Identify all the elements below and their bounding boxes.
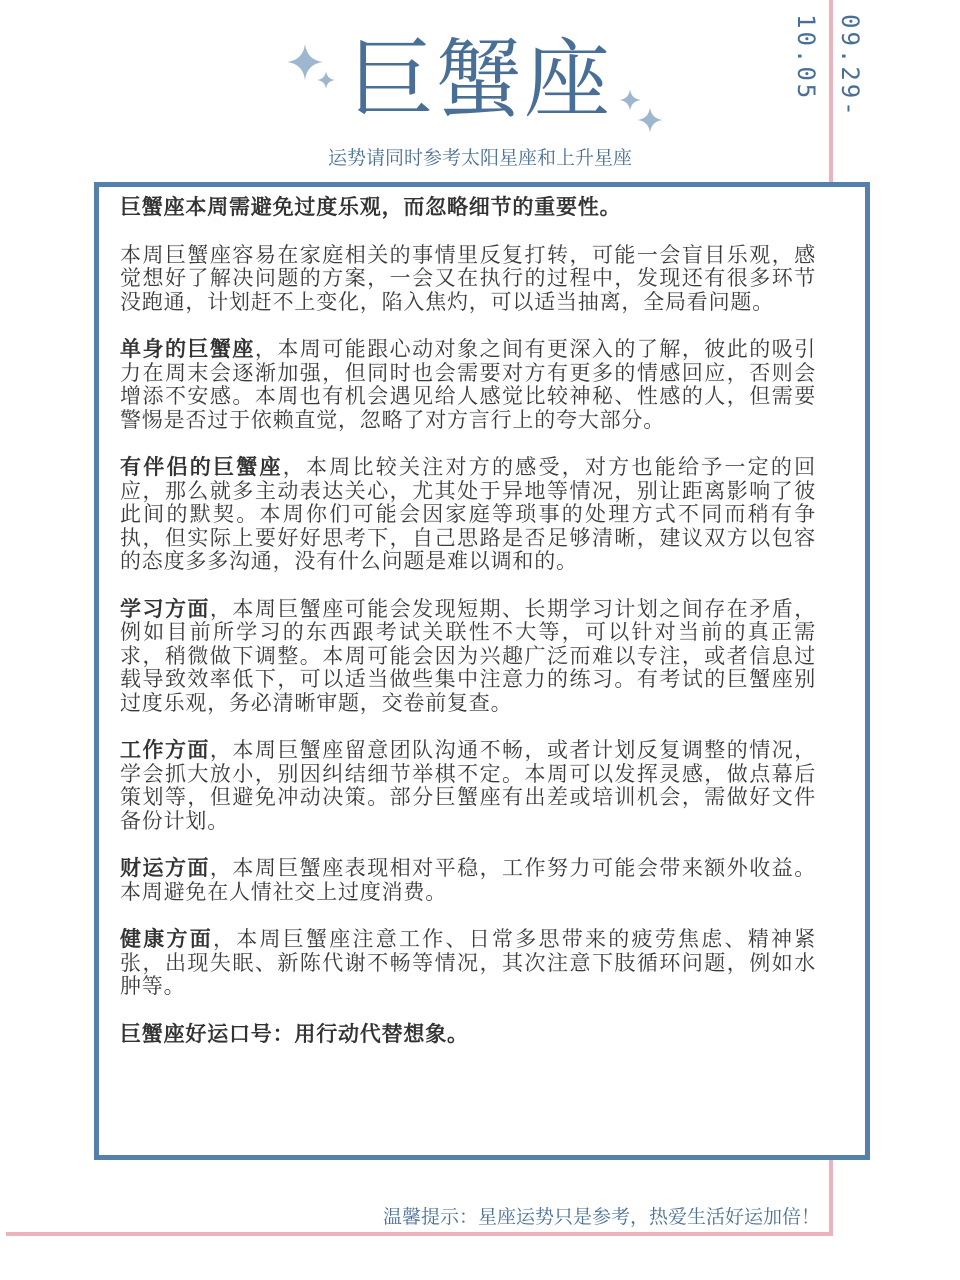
section-finance: 财运方面，本周巨蟹座表现相对平稳，工作努力可能会带来额外收益。本周避免在人情社交上过度消费。: [120, 856, 816, 904]
horoscope-text: [120, 196, 816, 1070]
section-single: 单身的巨蟹座，本周可能跟心动对象之间有更深入的了解，彼此的吸引力在周末会逐渐加强，但同时也会需要对方有更多的情感回应，否则会增添不安感。本周也有机会遇见给人感觉比较神秘、性感的人，但需要警惕是否过于依赖直觉，忽略了对方言行上的夸大部分。: [120, 337, 816, 432]
sparkle-star-icon: [316, 70, 336, 90]
section-work: 工作方面，本周巨蟹座留意团队沟通不畅，或者计划反复调整的情况，学会抓大放小，别因纠结细节举棋不定。本周可以发挥灵感，做点幕后策划等，但避免冲动决策。部分巨蟹座有出差或培训机会，需做好文件备份计划。: [120, 738, 816, 833]
section-health: 健康方面，本周巨蟹座注意工作、日常多思带来的疲劳焦虑、精神紧张，出现失眠、新陈代谢不畅等情况，其次注意下肢循环问题，例如水肿等。: [120, 927, 816, 998]
date-range: 09.29-10.05: [792, 14, 864, 119]
slogan: 巨蟹座好运口号：用行动代替想象。: [120, 1021, 469, 1046]
section-study: 学习方面，本周巨蟹座可能会发现短期、长期学习计划之间存在矛盾，例如目前所学习的东西跟考试关联性不大等，可以针对当前的真正需求，稍微做下调整。本周可能会因为兴趣广泛而难以专注，或者信息过载导致效率低下，可以适当做些集中注意力的练习。有考试的巨蟹座别过度乐观，务必清晰审题，交卷前复查。: [120, 596, 816, 715]
sparkle-star-icon: [636, 106, 664, 134]
section-partnered: 有伴侣的巨蟹座，本周比较关注对方的感受，对方也能给予一定的回应，那么就多主动表达关心，尤其处于异地等情况，别让距离影响了彼此间的默契。本周你们可能会因家庭等琐事的处理方式不同而稍有争执，但实际上要好好思考下，自己思路是否足够清晰，建议双方以包容的态度多多沟通，没有什么问题是难以调和的。: [120, 455, 816, 573]
overview-paragraph: 本周巨蟹座容易在家庭相关的事情里反复打转，可能一会盲目乐观，感觉想好了解决问题的方案，一会又在执行的过程中，发现还有很多环节没跑通，计划赶不上变化，陷入焦灼，可以适当抽离，全局看问题。: [120, 242, 816, 314]
pink-horizontal-line: [6, 1232, 833, 1236]
footer-tip: 温馨提示：星座运势只是参考，热爱生活好运加倍！: [382, 1206, 820, 1228]
headline: 巨蟹座本周需避免过度乐观，而忽略细节的重要性。: [120, 195, 622, 219]
subtitle: 运势请同时参考太阳星座和上升星座: [327, 147, 632, 169]
page-title: 巨蟹座: [348, 30, 612, 130]
